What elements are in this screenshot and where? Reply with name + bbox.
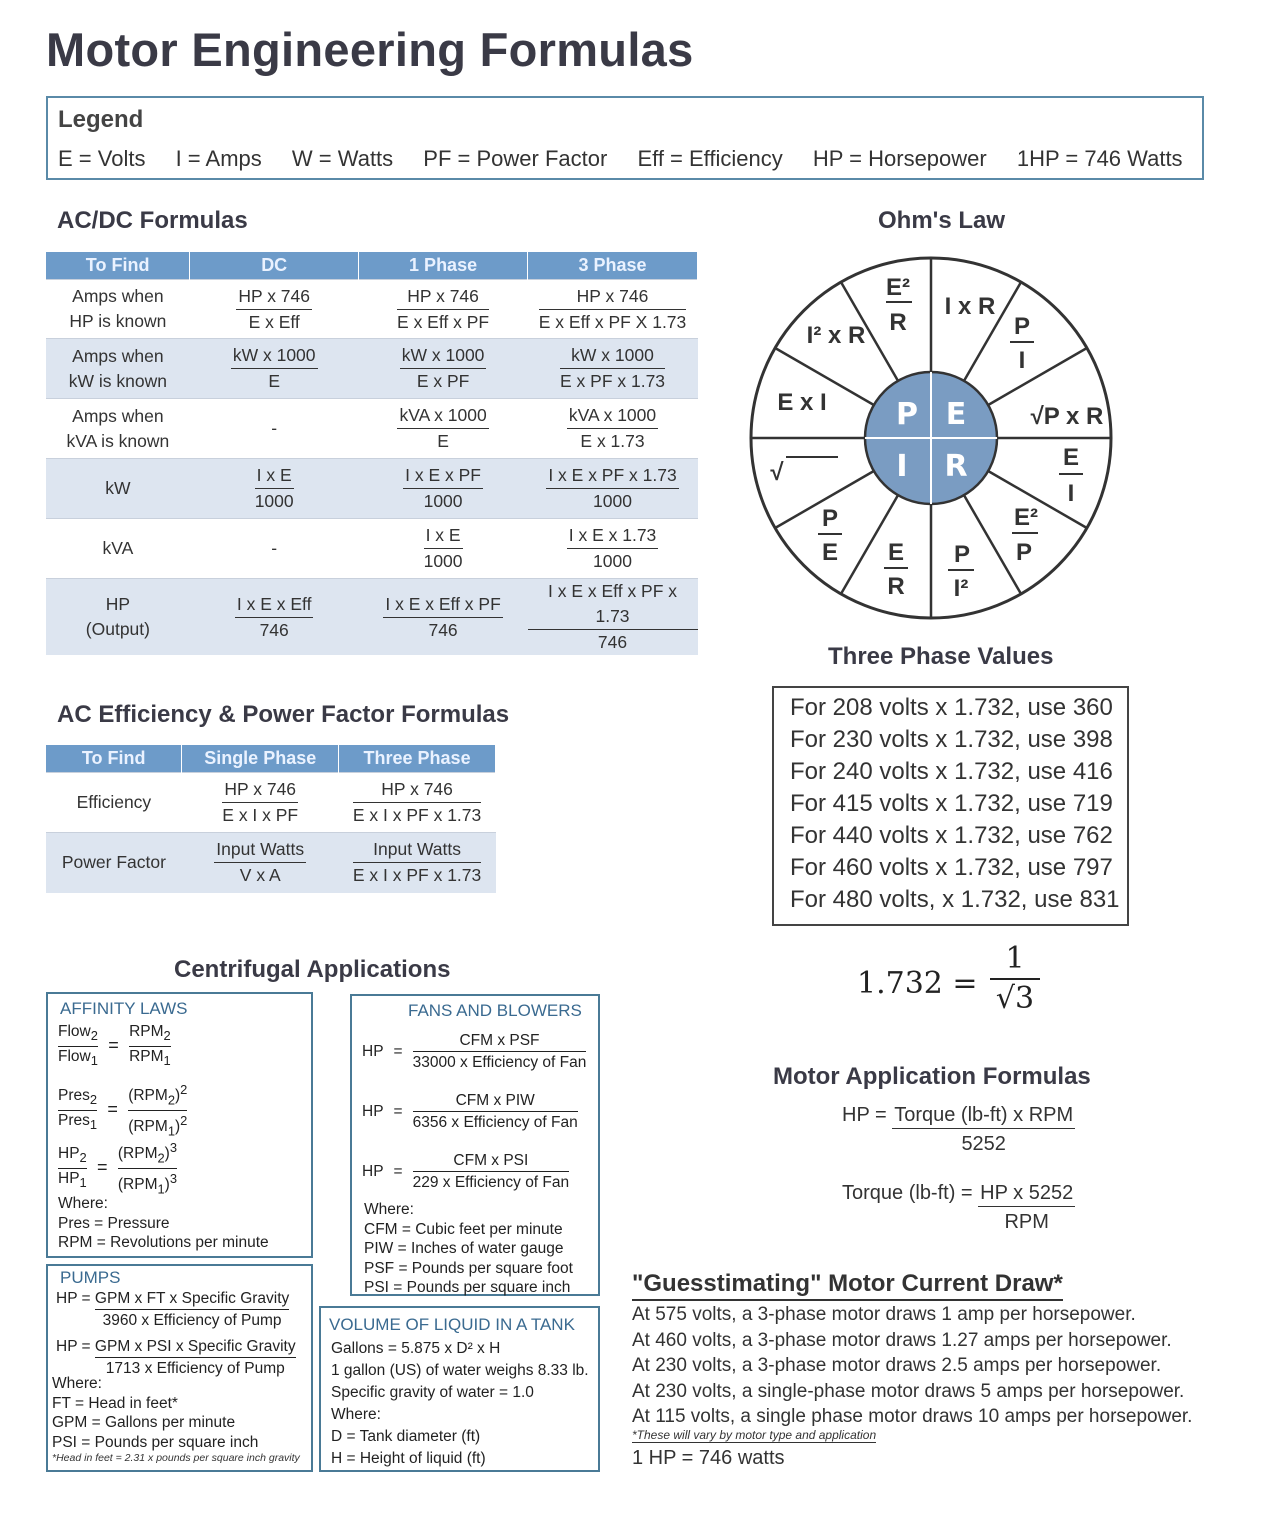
- column-header: 1 Phase: [359, 252, 528, 280]
- legend-item: W = Watts: [291, 146, 394, 171]
- fan-fraction: [413, 1030, 587, 1073]
- numerator: I x E x 1.73: [567, 523, 659, 549]
- efficiency-table: [46, 745, 496, 893]
- table-row: [46, 519, 698, 579]
- affinity-law-2: Pres$_2$ Pres$_1$ = $(RPM_2)^2$ $(RPM_1)^2$: [58, 1082, 188, 1139]
- denominator: E x I x PF x 1.73: [352, 805, 482, 825]
- tank-box: [319, 1306, 600, 1472]
- denominator: 1000: [254, 491, 294, 511]
- affinity-def: Pres = Pressure: [58, 1214, 170, 1232]
- formula-fraction: [231, 343, 318, 394]
- single-phase-cell: [182, 773, 339, 833]
- row-label-line: (Output): [85, 619, 150, 639]
- legend-item: Eff = Efficiency: [637, 146, 783, 171]
- column-header: Three Phase: [339, 745, 496, 773]
- guess-line: At 575 volts, a 3-phase motor draws 1 amp per horsepower.: [632, 1304, 1136, 1325]
- numerator: kW x 1000: [231, 343, 318, 369]
- fans-defs: [364, 1200, 573, 1298]
- formula-fraction: [400, 343, 487, 394]
- seg-e2p-num: E²: [1014, 504, 1038, 531]
- three-phase-cell: [528, 519, 698, 579]
- identity-den: √3: [995, 981, 1035, 1016]
- pumps-note: *Head in feet = 2.31 x pounds per square inch gravity: [52, 1452, 300, 1464]
- fan-lhs: HP: [362, 1103, 384, 1120]
- legend-item: I = Amps: [175, 146, 262, 171]
- row-label-line: Amps when: [72, 286, 164, 306]
- column-header: To Find: [46, 745, 182, 773]
- pumps-where: Where:: [52, 1375, 102, 1392]
- fans-def: PSI = Pounds per square inch: [364, 1279, 571, 1296]
- numerator: CFM x PSI: [413, 1150, 570, 1172]
- one-phase-cell: [359, 339, 528, 399]
- tank-line: Where:: [331, 1406, 381, 1423]
- equals-sign: =: [393, 1103, 403, 1120]
- seg-er-num: E: [887, 539, 905, 566]
- three-phase-line: For 440 volts x 1.732, use 762: [790, 822, 1113, 849]
- numerator: I x E: [424, 523, 463, 549]
- denominator: E x Eff: [248, 311, 300, 332]
- fans-def: PIW = Inches of water gauge: [364, 1240, 564, 1257]
- denominator: 1713 x Efficiency of Pump: [105, 1360, 285, 1377]
- dc-cell: [190, 519, 359, 579]
- tank-line: H = Height of liquid (ft): [331, 1450, 486, 1467]
- row-label: Power Factor: [46, 833, 182, 893]
- motor-app-hp: [842, 1102, 1075, 1159]
- denominator: 1000: [423, 491, 463, 511]
- numerator: I x E x PF x 1.73: [546, 463, 678, 489]
- acdc-table: [46, 252, 698, 655]
- one-phase-cell: [359, 459, 528, 519]
- denominator: 33000 x Efficiency of Fan: [412, 1054, 587, 1071]
- column-header: DC: [190, 252, 359, 280]
- table-row: [46, 773, 496, 833]
- guess-line: At 230 volts, a single-phase motor draws 5 amps per horsepower.: [632, 1380, 1185, 1402]
- legend-item: 1HP = 746 Watts: [1016, 146, 1183, 171]
- affinity-law-1: Flow$_2$ Flow$_1$ = $RPM_2$ $RPM_1$: [58, 1023, 171, 1069]
- row-label: [46, 519, 190, 579]
- pumps-title: PUMPS: [60, 1268, 121, 1287]
- pumps-defs: [52, 1374, 258, 1452]
- seg-pe-num: P: [821, 505, 839, 532]
- denominator: 746: [428, 619, 458, 640]
- guess-note: *These will vary by motor type and application: [632, 1428, 877, 1442]
- identity-fraction: [990, 940, 1040, 1018]
- pump-fraction: [95, 1288, 289, 1331]
- table-row: [46, 579, 698, 656]
- formula-fraction: [539, 284, 687, 335]
- tank-line: D = Tank diameter (ft): [331, 1428, 481, 1445]
- table-row: [46, 833, 496, 893]
- tank-line: Specific gravity of water = 1.0: [331, 1384, 534, 1401]
- three-phase-line: For 230 volts x 1.732, use 398: [790, 726, 1113, 753]
- table-row: [46, 399, 698, 459]
- three-phase-line: For 415 volts x 1.732, use 719: [790, 790, 1113, 817]
- legend-item: E = Volts: [58, 146, 146, 171]
- three-phase-cell: [339, 773, 496, 833]
- page-title: Motor Engineering Formulas: [46, 23, 694, 76]
- fan-lhs: HP: [362, 1043, 384, 1060]
- row-label-line: HP: [105, 594, 131, 614]
- fans-title: FANS AND BLOWERS: [408, 1001, 582, 1020]
- numerator: kW x 1000: [400, 343, 487, 369]
- numerator: kVA x 1000: [397, 403, 488, 429]
- center-e: E: [945, 397, 967, 432]
- motor-app-heading: Motor Application Formulas: [773, 1063, 1091, 1090]
- row-label: [46, 399, 190, 459]
- denominator: E: [437, 431, 449, 451]
- pumps-box: [46, 1264, 313, 1472]
- formula-fraction: [383, 592, 502, 643]
- row-label-line: kW: [105, 478, 131, 498]
- tank-lines: [331, 1338, 589, 1470]
- one-phase-cell: [359, 579, 528, 656]
- row-label: Efficiency: [46, 773, 182, 833]
- guess-lines: [632, 1302, 1192, 1430]
- denominator: E: [268, 371, 281, 391]
- formula-fraction: [567, 403, 658, 454]
- three-phase-line: For 208 volts x 1.732, use 360: [790, 694, 1113, 721]
- legend-item: HP = Horsepower: [812, 146, 987, 171]
- denominator: 229 x Efficiency of Fan: [412, 1174, 570, 1191]
- row-label: [46, 579, 190, 656]
- one-phase-cell: [359, 519, 528, 579]
- seg-pi-den: I: [1018, 347, 1026, 374]
- seg-pe-den: E: [821, 539, 839, 566]
- numerator: HP x 746: [353, 777, 481, 803]
- center-r: R: [944, 449, 968, 484]
- formula-fraction: [567, 523, 659, 574]
- fans-box: [350, 994, 600, 1296]
- denominator: V x A: [239, 865, 281, 886]
- seg-ei-den: I: [1067, 480, 1075, 507]
- affinity-where: Where:: [58, 1195, 108, 1212]
- torque-fraction: [978, 1180, 1075, 1237]
- row-label: [46, 459, 190, 519]
- numerator: I x E x Eff x PF x 1.73: [528, 579, 698, 630]
- ohms-law-wheel: [740, 250, 1120, 630]
- three-phase-line: For 480 volts, x 1.732, use 831: [790, 886, 1120, 913]
- seg-exi: E x I: [777, 389, 827, 416]
- legend-item: PF = Power Factor: [423, 146, 608, 171]
- seg-pi2-num: P: [953, 541, 971, 568]
- pump-lhs: HP =: [56, 1338, 95, 1355]
- torque-den: RPM: [1004, 1211, 1049, 1233]
- formula-fraction: [397, 403, 488, 454]
- numerator: I x E: [255, 463, 294, 489]
- fans-def: PSF = Pounds per square foot: [364, 1259, 573, 1277]
- center-p: P: [896, 397, 918, 432]
- seg-sqrt: √: [770, 459, 784, 486]
- denominator: 6356 x Efficiency of Fan: [412, 1114, 578, 1131]
- single-phase-cell: [182, 833, 339, 893]
- formula-fraction: [397, 284, 489, 335]
- fan-formula: [362, 1030, 586, 1073]
- numerator: CFM x PIW: [413, 1090, 578, 1112]
- numerator: GPM x PSI x Specific Gravity: [95, 1336, 296, 1358]
- formula-fraction: [560, 343, 665, 394]
- numerator: I x E x PF: [403, 463, 483, 489]
- formula-fraction: [214, 837, 306, 888]
- center-i: I: [896, 449, 908, 484]
- column-header: To Find: [46, 252, 190, 280]
- denominator: E x PF: [416, 371, 470, 391]
- fans-where: Where:: [364, 1201, 414, 1218]
- numerator: HP x 746: [539, 284, 687, 310]
- numerator: kW x 1000: [560, 343, 665, 369]
- formula-fraction: [424, 523, 463, 574]
- centrifugal-heading: Centrifugal Applications: [174, 956, 451, 983]
- table-row: [46, 339, 698, 399]
- pumps-def: FT = Head in feet*: [52, 1394, 178, 1412]
- guess-line: At 460 volts, a 3-phase motor draws 1.27 amps per horsepower.: [632, 1329, 1172, 1351]
- numerator: HP x 746: [222, 777, 298, 803]
- fan-lhs: HP: [362, 1163, 384, 1180]
- denominator: 1000: [593, 491, 632, 511]
- motor-app-torque: [842, 1180, 1075, 1237]
- pump-formula: [56, 1288, 289, 1331]
- seg-er-den: R: [887, 573, 905, 600]
- table-row: [46, 459, 698, 519]
- formula-fraction: [353, 837, 481, 888]
- formula-fraction: [222, 777, 298, 828]
- formula-fraction: [353, 777, 481, 828]
- numerator: kVA x 1000: [567, 403, 658, 429]
- row-label-line: Amps when: [72, 345, 164, 366]
- identity-lhs: 1.732 =: [857, 966, 978, 1001]
- not-applicable: -: [271, 538, 278, 558]
- seg-ixr: I x R: [944, 293, 996, 320]
- affinity-def: RPM = Revolutions per minute: [58, 1234, 269, 1251]
- row-label-line: kVA: [102, 538, 134, 558]
- equals-sign: =: [393, 1163, 403, 1180]
- numerator: Input Watts: [353, 837, 481, 863]
- fan-fraction: [413, 1150, 570, 1193]
- ohms-heading: Ohm's Law: [878, 207, 1006, 234]
- seg-i2r: I² x R: [806, 322, 866, 349]
- seg-sqrt-pr: √P x R: [1030, 403, 1104, 430]
- dc-cell: [190, 459, 359, 519]
- row-label-line: Amps when: [72, 405, 164, 426]
- denominator: 3960 x Efficiency of Pump: [102, 1312, 282, 1329]
- dc-cell: [190, 280, 359, 339]
- denominator: 746: [259, 619, 289, 640]
- column-header: 3 Phase: [528, 252, 698, 280]
- affinity-law-3: $\frac{HP_2}{HP_1}$ = $(RPM_2)^3$ $(RPM_1)^3$: [58, 1140, 178, 1197]
- hp-num: Torque (lb-ft) x RPM: [892, 1102, 1075, 1129]
- pump-formula: [56, 1336, 296, 1379]
- three-phase-line: For 240 volts x 1.732, use 416: [790, 758, 1113, 785]
- one-phase-cell: [359, 280, 528, 339]
- pump-lhs: HP =: [56, 1290, 95, 1307]
- row-label: [46, 280, 190, 339]
- three-phase-line: For 460 volts x 1.732, use 797: [790, 854, 1113, 881]
- affinity-title: AFFINITY LAWS: [60, 999, 188, 1018]
- formula-fraction: [235, 592, 314, 643]
- fan-formula: [362, 1150, 569, 1193]
- hp-den: 5252: [961, 1133, 1006, 1155]
- denominator: E x Eff x PF X 1.73: [538, 311, 687, 332]
- denominator: E x I x PF: [222, 805, 299, 825]
- denominator: E x I x PF x 1.73: [352, 865, 482, 886]
- formula-fraction: [255, 463, 294, 514]
- legend-items: [58, 146, 1207, 172]
- tank-line: 1 gallon (US) of water weighs 8.33 lb.: [331, 1362, 589, 1379]
- legend-heading: Legend: [58, 106, 144, 133]
- numerator: Input Watts: [214, 837, 306, 863]
- denominator: 1000: [593, 551, 632, 571]
- pumps-def: GPM = Gallons per minute: [52, 1414, 236, 1431]
- acdc-heading: AC/DC Formulas: [57, 207, 248, 234]
- formula-fraction: [528, 579, 698, 655]
- formula-fraction: [546, 463, 678, 514]
- dc-cell: [190, 399, 359, 459]
- denominator: 1000: [423, 551, 463, 571]
- denominator: 746: [597, 632, 628, 652]
- seg-e2p-den: P: [1015, 539, 1033, 566]
- seg-ei-num: E: [1062, 444, 1080, 471]
- affinity-box: [46, 992, 313, 1258]
- hp-fraction: [892, 1102, 1075, 1159]
- fans-def: CFM = Cubic feet per minute: [364, 1220, 563, 1238]
- three-phase-box: [772, 686, 1129, 926]
- dc-cell: [190, 339, 359, 399]
- numerator: I x E x Eff x PF: [383, 592, 502, 618]
- row-label-line: HP is known: [69, 311, 167, 331]
- torque-num: HP x 5252: [978, 1180, 1075, 1207]
- row-label: [46, 339, 190, 399]
- numerator: I x E x Eff: [235, 592, 314, 618]
- three-phase-cell: [528, 459, 698, 519]
- three-phase-cell: [339, 833, 496, 893]
- denominator: E x PF x 1.73: [560, 371, 666, 391]
- fan-fraction: [413, 1090, 578, 1133]
- seg-pi-num: P: [1013, 313, 1031, 340]
- pump-fraction: [95, 1336, 296, 1379]
- guess-line: At 115 volts, a single phase motor draws 10 amps per horsepower.: [632, 1406, 1193, 1427]
- seg-e2r-den: R: [889, 309, 907, 336]
- guess-heading: "Guesstimating" Motor Current Draw*: [632, 1270, 1063, 1301]
- numerator: GPM x FT x Specific Gravity: [95, 1288, 289, 1310]
- three-phase-heading: Three Phase Values: [828, 643, 1054, 670]
- equals-sign: =: [393, 1043, 403, 1060]
- legend-box: [46, 96, 1204, 180]
- hp-lhs: HP =: [842, 1104, 893, 1126]
- three-phase-cell: [528, 399, 698, 459]
- formula-fraction: [236, 284, 312, 335]
- column-header: Single Phase: [182, 745, 339, 773]
- guess-footer: 1 HP = 746 watts: [632, 1447, 785, 1469]
- three-phase-cell: [528, 579, 698, 656]
- row-label-line: kW is known: [68, 370, 167, 391]
- guess-line: At 230 volts, a 3-phase motor draws 2.5 amps per horsepower.: [632, 1355, 1162, 1376]
- torque-lhs: Torque (lb-ft) =: [842, 1182, 979, 1204]
- three-phase-cell: [528, 280, 698, 339]
- efficiency-heading: AC Efficiency & Power Factor Formulas: [57, 701, 510, 728]
- tank-title: VOLUME OF LIQUID IN A TANK: [329, 1315, 575, 1334]
- row-label-line: kVA is known: [66, 430, 170, 451]
- pumps-def: PSI = Pounds per square inch: [52, 1433, 259, 1451]
- tank-line: Gallons = 5.875 x D² x H: [331, 1340, 501, 1357]
- one-phase-cell: [359, 399, 528, 459]
- dc-cell: [190, 579, 359, 656]
- denominator: E x 1.73: [580, 431, 645, 451]
- denominator: E x Eff x PF: [397, 311, 490, 332]
- affinity-defs: [58, 1194, 269, 1253]
- identity-num: 1: [990, 940, 1040, 980]
- not-applicable: -: [271, 418, 278, 438]
- numerator: HP x 746: [397, 284, 489, 310]
- numerator: HP x 746: [236, 284, 312, 310]
- three-phase-cell: [528, 339, 698, 399]
- seg-pi2-den: I²: [953, 575, 969, 602]
- fan-formula: [362, 1090, 578, 1133]
- numerator: CFM x PSF: [413, 1030, 587, 1052]
- table-row: [46, 280, 698, 339]
- seg-e2r-num: E²: [886, 274, 910, 301]
- formula-fraction: [403, 463, 483, 514]
